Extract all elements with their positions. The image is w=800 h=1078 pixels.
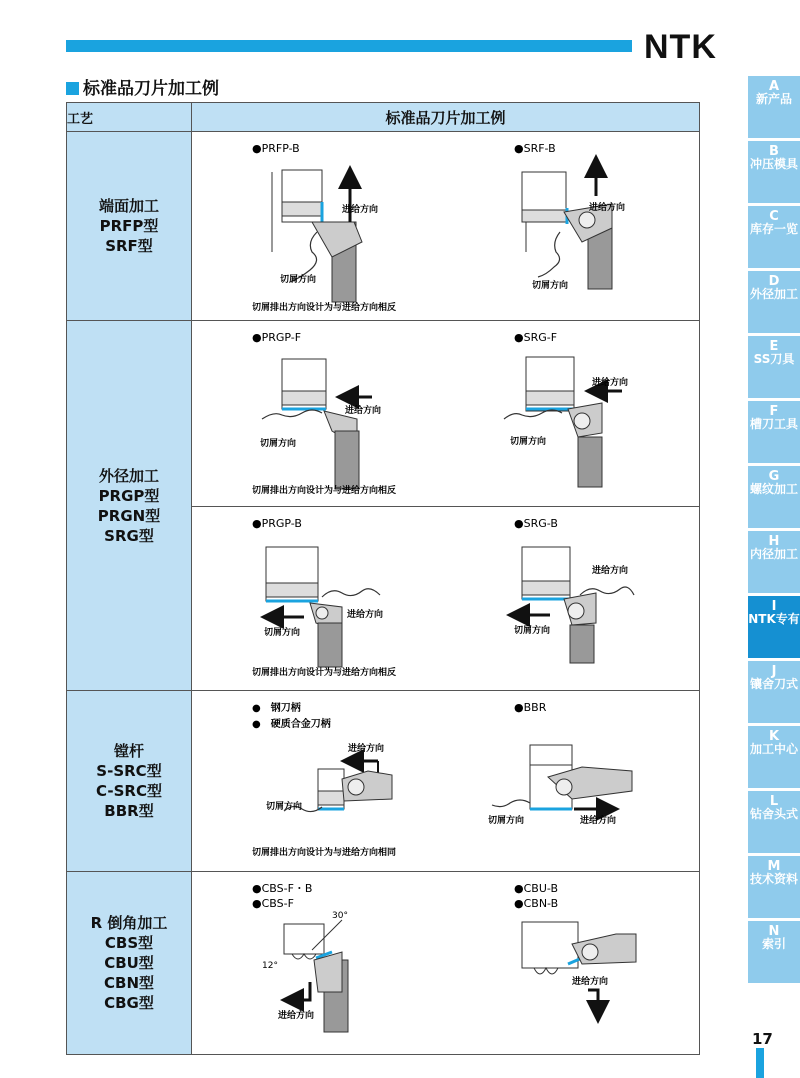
model-label: ●CBN-B bbox=[514, 897, 559, 910]
row-label-od bbox=[67, 321, 192, 691]
feed-label: 进给方向 bbox=[348, 744, 385, 754]
label-line: 镗杆 bbox=[113, 742, 144, 760]
note-text: 切屑排出方向设计为与进给方向相反 bbox=[252, 486, 397, 496]
tab-h[interactable] bbox=[748, 531, 800, 593]
model-label: ●PRGP-F bbox=[252, 331, 302, 344]
tab-c[interactable] bbox=[748, 206, 800, 268]
label-line: CBS型 bbox=[104, 934, 154, 952]
tab-letter: A bbox=[768, 79, 780, 94]
row-label-chamfer bbox=[67, 872, 192, 1055]
note-text: 切屑排出方向设计为与进给方向相反 bbox=[252, 668, 397, 678]
chip-label: 切屑方向 bbox=[510, 437, 547, 447]
feed-label: 进给方向 bbox=[342, 205, 379, 215]
section-title-text: 标准品刀片加工例 bbox=[83, 79, 219, 99]
feed-label: 进给方向 bbox=[592, 566, 629, 576]
tab-text: 库存一览 bbox=[749, 222, 798, 236]
chip-label: 切屑方向 bbox=[266, 802, 303, 812]
boring-bar-diagram bbox=[192, 691, 699, 871]
tab-text: 新产品 bbox=[755, 92, 792, 106]
tab-letter: L bbox=[769, 794, 779, 809]
feed-label: 进给方向 bbox=[347, 610, 384, 620]
model-label: ●CBS-F・B bbox=[252, 882, 313, 895]
label-line: R 倒角加工 bbox=[90, 914, 168, 932]
od-backward-diagram bbox=[192, 507, 699, 690]
label-line: CBN型 bbox=[104, 974, 154, 992]
section-title bbox=[66, 74, 219, 99]
tab-text: 加工中心 bbox=[749, 742, 798, 756]
page-number: 17 bbox=[752, 1030, 773, 1048]
tab-letter: M bbox=[767, 859, 781, 874]
example-cell-boring bbox=[192, 691, 700, 872]
tab-text: 槽刀工具 bbox=[749, 417, 798, 431]
feed-label: 进给方向 bbox=[572, 977, 609, 987]
model-label: ●CBS-F bbox=[252, 897, 294, 910]
tab-text: 索引 bbox=[761, 937, 786, 951]
label-line: CBU型 bbox=[104, 954, 154, 972]
label-line: SRF型 bbox=[105, 237, 153, 255]
brand-logo: NTK bbox=[644, 28, 717, 66]
tab-f[interactable] bbox=[748, 401, 800, 463]
label-line: CBG型 bbox=[104, 994, 154, 1012]
tab-text: NTK专有 bbox=[748, 612, 800, 626]
tab-letter: D bbox=[768, 274, 780, 289]
example-cell-od-backward bbox=[192, 507, 700, 691]
model-label: ●BBR bbox=[514, 701, 547, 714]
model-label: ●SRF-B bbox=[514, 142, 556, 155]
tab-j[interactable] bbox=[748, 661, 800, 723]
feed-label: 进给方向 bbox=[278, 1011, 315, 1021]
chip-label: 切屑方向 bbox=[532, 281, 569, 291]
tab-n[interactable] bbox=[748, 921, 800, 983]
face-machining-diagram bbox=[192, 132, 699, 320]
tab-k[interactable] bbox=[748, 726, 800, 788]
label-line: PRFP型 bbox=[99, 217, 159, 235]
tab-text: 内径加工 bbox=[749, 547, 798, 561]
row-label-boring bbox=[67, 691, 192, 872]
model-label: ●SRG-F bbox=[514, 331, 558, 344]
model-label: ●PRGP-B bbox=[252, 517, 302, 530]
tab-b[interactable] bbox=[748, 141, 800, 203]
tab-letter: G bbox=[768, 469, 780, 484]
example-cell-face bbox=[192, 132, 700, 321]
note-text: 切屑排出方向设计为与进给方向相反 bbox=[252, 303, 397, 313]
tab-letter: C bbox=[769, 209, 779, 224]
tab-text: 钻舍头式 bbox=[749, 807, 798, 821]
angle-label: 30° bbox=[332, 911, 348, 921]
chamfer-diagram bbox=[192, 872, 699, 1054]
tab-g[interactable] bbox=[748, 466, 800, 528]
label-line: SRG型 bbox=[104, 526, 154, 545]
label-line: C-SRC型 bbox=[96, 782, 162, 800]
tab-letter: K bbox=[768, 729, 780, 744]
od-forward-diagram bbox=[192, 321, 699, 506]
model-label: ● 硬质合金刀柄 bbox=[252, 719, 331, 730]
tab-letter: E bbox=[769, 339, 779, 354]
tab-text: 螺纹加工 bbox=[749, 482, 798, 496]
tab-letter: N bbox=[768, 924, 780, 939]
tab-letter: I bbox=[771, 599, 777, 614]
label-line: BBR型 bbox=[104, 802, 154, 820]
tab-a[interactable] bbox=[748, 76, 800, 138]
tab-m[interactable] bbox=[748, 856, 800, 918]
header-process: 工艺 bbox=[67, 103, 192, 132]
note-text: 切屑排出方向设计为与进给方向相同 bbox=[252, 848, 397, 858]
model-label: ●CBU-B bbox=[514, 882, 558, 895]
chip-label: 切屑方向 bbox=[514, 626, 551, 636]
section-tabs bbox=[748, 76, 800, 986]
label-line: 端面加工 bbox=[98, 197, 159, 215]
tab-text: 冲压模具 bbox=[749, 157, 798, 171]
tab-d[interactable] bbox=[748, 271, 800, 333]
tab-text: 外径加工 bbox=[749, 287, 798, 301]
examples-table bbox=[66, 102, 700, 1055]
square-bullet-icon bbox=[66, 82, 79, 95]
chip-label: 切屑方向 bbox=[280, 275, 317, 285]
tab-letter: F bbox=[769, 404, 779, 419]
feed-label: 进给方向 bbox=[345, 406, 382, 416]
page-accent-bar bbox=[756, 1048, 764, 1078]
tab-i[interactable] bbox=[748, 596, 800, 658]
example-cell-chamfer bbox=[192, 872, 700, 1055]
label-line: PRGP型 bbox=[98, 486, 160, 505]
label-line: PRGN型 bbox=[97, 506, 161, 525]
feed-label: 进给方向 bbox=[580, 816, 617, 826]
model-label: ●SRG-B bbox=[514, 517, 558, 530]
chip-label: 切屑方向 bbox=[264, 628, 301, 638]
angle-label: 12° bbox=[262, 961, 278, 971]
feed-label: 进给方向 bbox=[589, 203, 626, 213]
model-label: ● 钢刀柄 bbox=[252, 703, 301, 714]
row-label-face bbox=[67, 132, 192, 321]
tab-text: 镶舍刀式 bbox=[749, 677, 798, 691]
chip-label: 切屑方向 bbox=[260, 439, 297, 449]
top-accent-bar bbox=[66, 40, 632, 52]
label-line: S-SRC型 bbox=[96, 762, 162, 780]
feed-label: 进给方向 bbox=[592, 378, 629, 388]
tab-letter: B bbox=[769, 144, 779, 159]
tab-text: 技术资料 bbox=[749, 872, 798, 886]
chip-label: 切屑方向 bbox=[488, 816, 525, 826]
header-examples: 标准品刀片加工例 bbox=[192, 103, 700, 132]
tab-text: SS刀具 bbox=[753, 352, 795, 366]
label-line: 外径加工 bbox=[98, 466, 159, 485]
tab-letter: H bbox=[768, 534, 780, 549]
tab-letter: J bbox=[771, 664, 777, 679]
tab-e[interactable] bbox=[748, 336, 800, 398]
example-cell-od-forward bbox=[192, 321, 700, 507]
tab-l[interactable] bbox=[748, 791, 800, 853]
model-label: ●PRFP-B bbox=[252, 142, 300, 155]
